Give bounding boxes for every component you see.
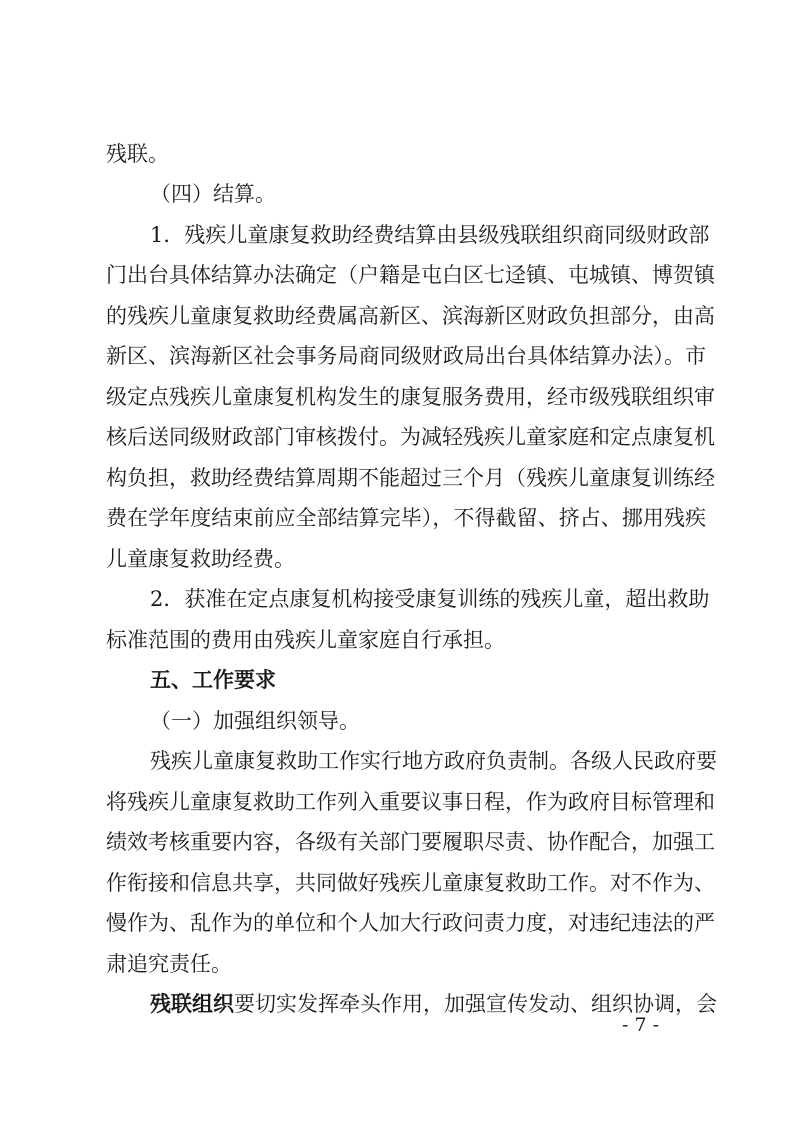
text-line: 肃追究责任。 [106,952,232,976]
text-line: 构负担，救助经费结算周期不能超过三个月（残疾儿童康复训练经 [106,466,715,490]
text-line: 残联。 [106,142,169,166]
bold-term: 残联组织 [150,992,234,1016]
text-line: 2．获准在定点康复机构接受康复训练的残疾儿童，超出救助 [150,587,710,611]
text-line: 费在学年度结束前应全部结算完毕），不得截留、挤占、挪用残疾 [106,506,706,530]
text-line: 门出台具体结算办法确定（户籍是屯白区七迳镇、屯城镇、博贺镇 [106,263,715,287]
text-line: 绩效考核重要内容，各级有关部门要履职尽责、协作配合，加强工 [106,830,715,854]
page-number: - 7 - [622,1014,660,1036]
text-line: 核后送同级财政部门审核拨付。为减轻残疾儿童家庭和定点康复机 [106,425,715,449]
text-line: 慢作为、乱作为的单位和个人加大行政问责力度，对违纪违法的严 [106,911,715,935]
text-line: 作衔接和信息共享，共同做好残疾儿童康复救助工作。对不作为、 [106,871,715,895]
text-line: 的残疾儿童康复救助经费属高新区、滨海新区财政负担部分，由高 [106,304,715,328]
text-line: 标准范围的费用由残疾儿童家庭自行承担。 [106,628,505,652]
section-subheading-settlement: （四）结算。 [150,182,276,206]
text-line: 1．残疾儿童康复救助经费结算由县级残联组织商同级财政部 [150,223,710,247]
section-heading-work-requirements: 五、工作要求 [150,668,276,692]
text-line: 新区、滨海新区社会事务局商同级财政局出台具体结算办法）。市 [106,344,706,368]
text-line: 残疾儿童康复救助工作实行地方政府负责制。各级人民政府要 [150,749,717,773]
text-line: 儿童康复救助经费。 [106,547,295,571]
text-line: 将残疾儿童康复救助工作列入重要议事日程，作为政府目标管理和 [106,790,715,814]
text-run: 要切实发挥牵头作用，加强宣传发动、组织协调，会 [234,992,717,1016]
section-subheading-leadership: （一）加强组织领导。 [150,709,360,733]
text-line: 级定点残疾儿童康复机构发生的康复服务费用，经市级残联组织审 [106,385,715,409]
